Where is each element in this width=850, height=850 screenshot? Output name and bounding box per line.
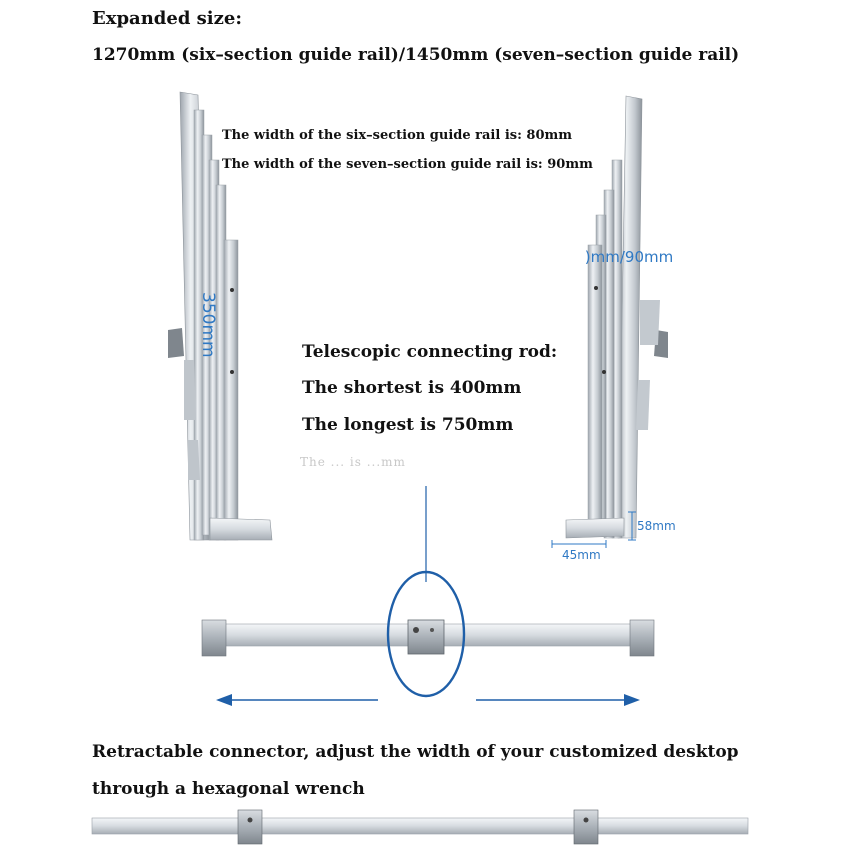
arrow-left-icon — [216, 694, 232, 706]
retractable-connector — [92, 810, 748, 844]
rail-length-label: 350mm — [198, 292, 218, 358]
bracket-height-label: 58mm — [637, 519, 676, 533]
telescopic-longest: The longest is 750mm — [302, 415, 514, 435]
arrow-right-icon — [624, 694, 640, 706]
rail-width-label: )mm/90mm — [580, 248, 674, 266]
connector-description-line1: Retractable connector, adjust the width of your customized desktop — [92, 742, 739, 762]
telescopic-shortest: The shortest is 400mm — [302, 378, 522, 398]
page-title: Expanded size: — [92, 8, 242, 29]
six-section-width-text: The width of the six–section guide rail is: 80mm — [222, 128, 572, 143]
telescopic-rod — [202, 486, 654, 706]
seven-section-width-text: The width of the seven–section guide rail is: 90mm — [222, 157, 593, 172]
expanded-size-text: 1270mm (six–section guide rail)/1450mm (seven–section guide rail) — [92, 45, 740, 65]
faded-note: The ... is ...mm — [300, 455, 406, 469]
bracket-width-label: 45mm — [562, 548, 601, 562]
telescopic-title: Telescopic connecting rod: — [302, 342, 558, 362]
connector-description-line2: through a hexagonal wrench — [92, 779, 365, 799]
